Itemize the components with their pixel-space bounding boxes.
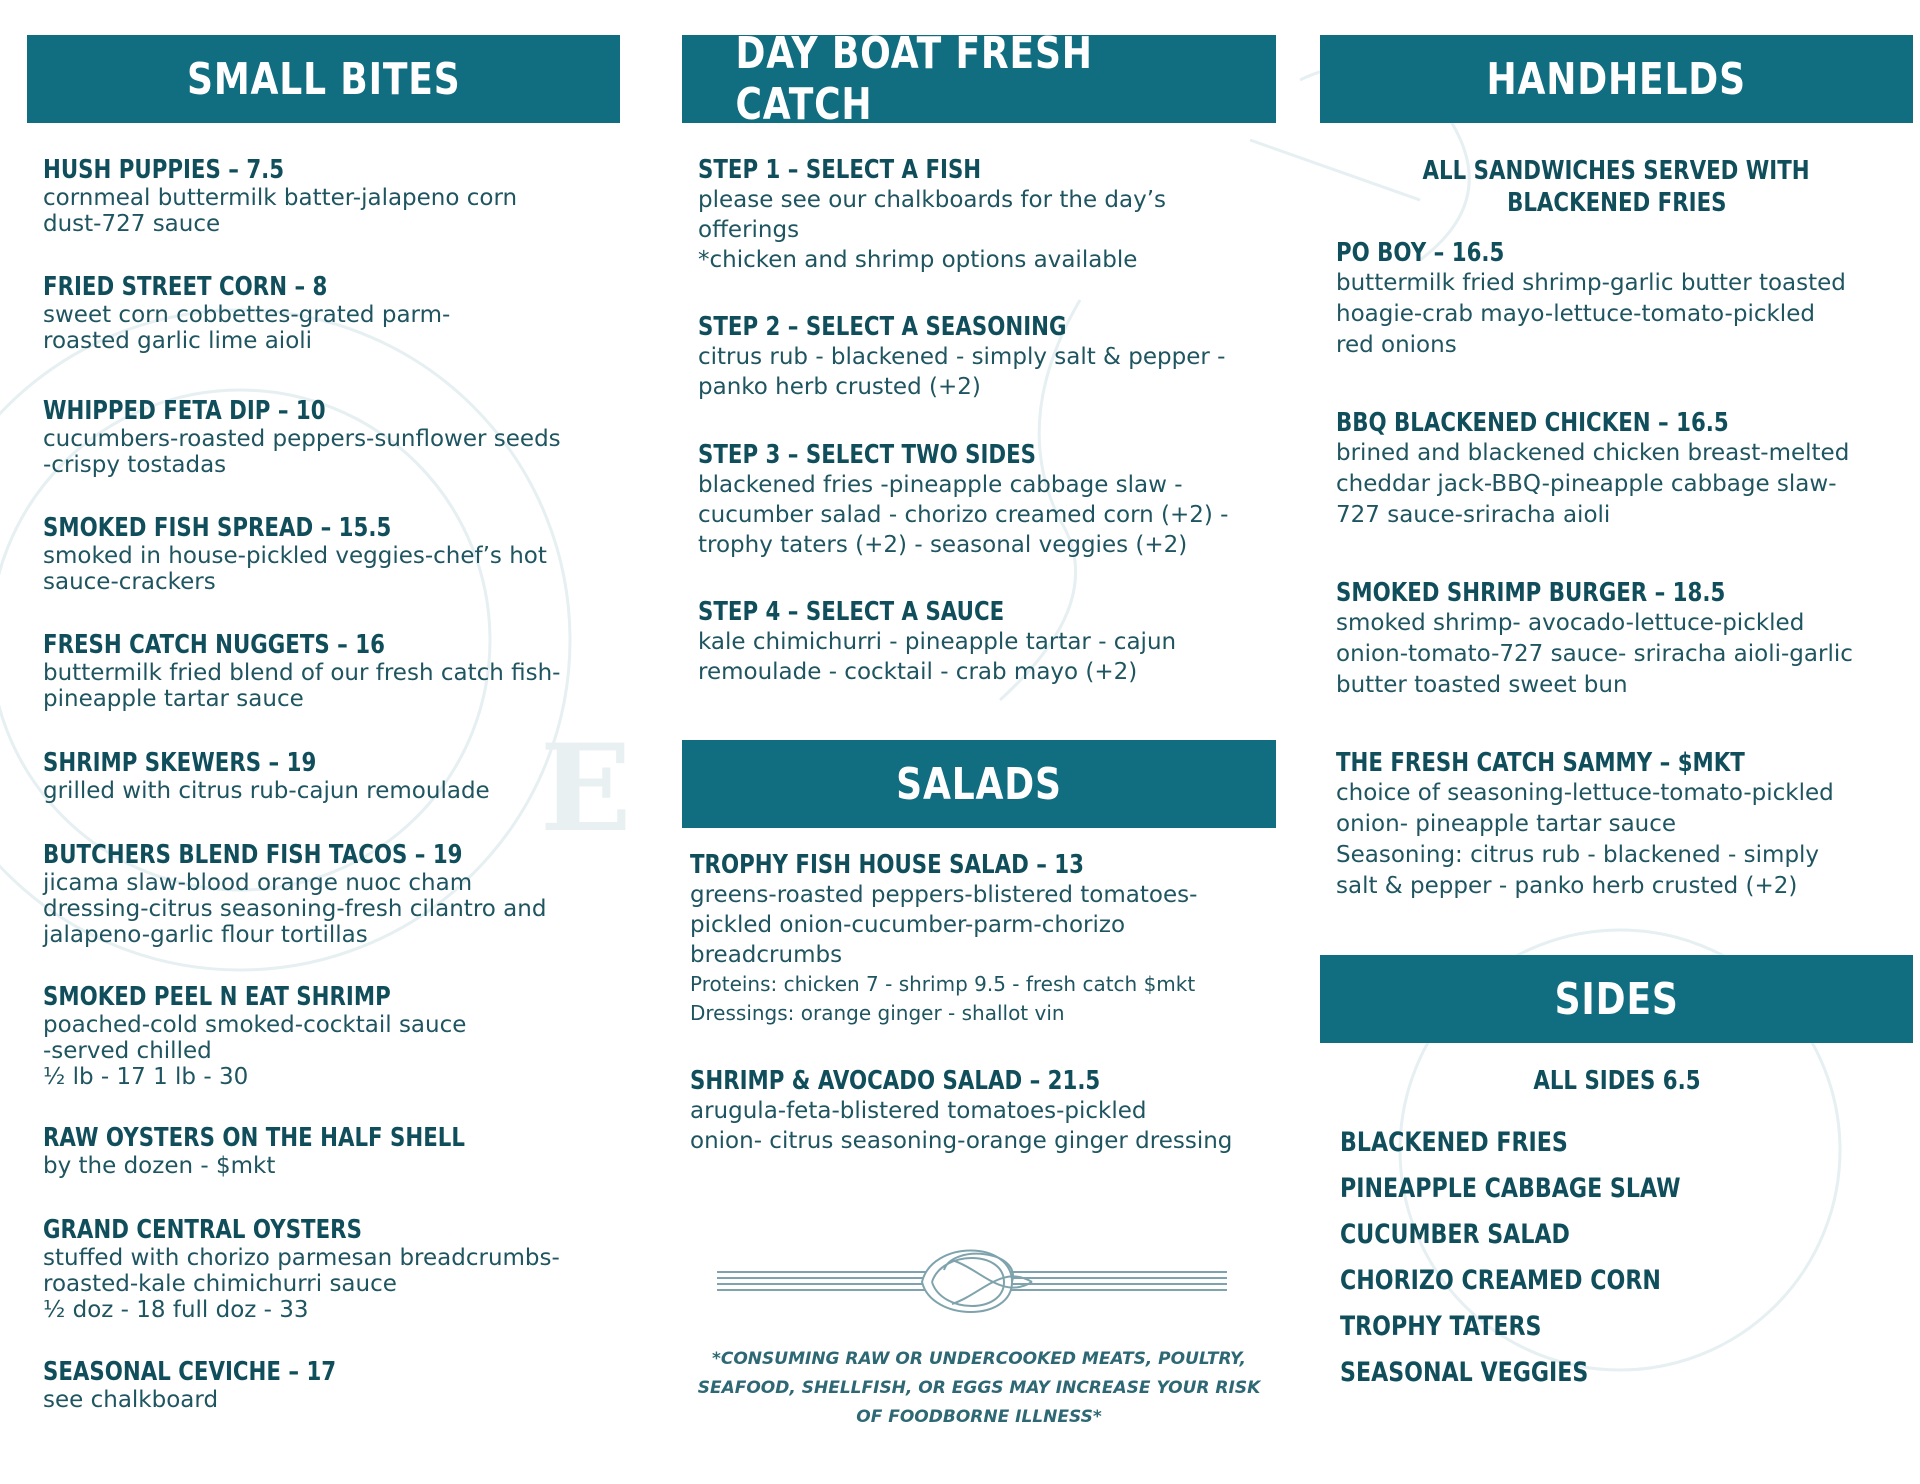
item-title: SEASONAL CEVICHE – 17	[43, 1357, 337, 1387]
item-title: FRIED STREET CORN – 8	[43, 272, 328, 302]
item-description: cornmeal buttermilk batter-jalapeno corn dust-727 sauce	[43, 185, 518, 237]
item-description: jicama slaw-blood orange nuoc cham dressing-citrus seasoning-fresh cilantro and jalapeno-garlic flour tortillas	[43, 870, 547, 948]
fresh-catch-banner: DAY BOAT FRESH CATCH	[682, 35, 1276, 123]
step-description: please see our chalkboards for the day’s offerings *chicken and shrimp options available	[698, 187, 1167, 273]
item-description: choice of seasoning-lettuce-tomato-pickled onion- pineapple tartar sauce Seasoning: citrus rub - blackened - simply salt & pepper - panko herb crusted (+2)	[1336, 780, 1834, 899]
item-title: SMOKED PEEL N EAT SHRIMP	[43, 982, 391, 1012]
item-title: WHIPPED FETA DIP – 10	[43, 396, 326, 426]
menu-item	[1336, 238, 1916, 361]
item-description: cucumbers-roasted peppers-sunflower seeds -crispy tostadas	[43, 426, 561, 478]
side-item: TROPHY TATERS	[1340, 1311, 1542, 1342]
menu-item	[43, 1215, 623, 1323]
menu-item	[43, 272, 623, 354]
menu-item	[1336, 408, 1916, 531]
item-description: see chalkboard	[43, 1387, 219, 1413]
item-description: smoked shrimp- avocado-lettuce-pickled onion-tomato-727 sauce- sriracha aioli-garlic butter toasted sweet bun	[1336, 610, 1853, 698]
item-description: smoked in house-pickled veggies-chef’s hot sauce-crackers	[43, 543, 547, 595]
item-title: SHRIMP SKEWERS – 19	[43, 748, 317, 778]
side-item: SEASONAL VEGGIES	[1340, 1357, 1589, 1388]
rope-knot-icon	[712, 1230, 1232, 1330]
step-item	[698, 155, 1278, 275]
step-description: kale chimichurri - pineapple tartar - cajun remoulade - cocktail - crab mayo (+2)	[698, 629, 1177, 685]
menu-item	[43, 1357, 623, 1413]
sides-note: ALL SIDES 6.5	[1532, 1066, 1701, 1096]
step-description: blackened fries -pineapple cabbage slaw - cucumber salad - chorizo creamed corn (+2) - trophy taters (+2) - seasonal veggies (+2)	[698, 472, 1229, 558]
menu-item	[43, 982, 623, 1090]
item-title: PO BOY – 16.5	[1336, 238, 1505, 268]
salad-item	[690, 1066, 1270, 1156]
menu-item	[43, 155, 623, 237]
item-description: sweet corn cobbettes-grated parm- roasted garlic lime aioli	[43, 302, 451, 354]
menu-item	[43, 1123, 623, 1179]
fresh-catch-column	[682, 28, 1276, 1427]
step-item	[698, 440, 1278, 560]
menu-item	[43, 396, 623, 478]
menu-item	[43, 748, 623, 804]
menu-item	[1336, 748, 1916, 902]
menu-item	[43, 630, 623, 712]
food-safety-disclaimer: *CONSUMING RAW OR UNDERCOOKED MEATS, POULTRY, SEAFOOD, SHELLFISH, OR EGGS MAY INCREASE YOUR RISK OF FOODBORNE ILLNESS*	[697, 1349, 1261, 1427]
item-title: FRESH CATCH NUGGETS – 16	[43, 630, 385, 660]
menu-item	[43, 840, 623, 948]
handhelds-note: ALL SANDWICHES SERVED WITH BLACKENED FRIES	[1422, 156, 1811, 218]
item-title: THE FRESH CATCH SAMMY – $MKT	[1336, 748, 1745, 778]
sides-banner: SIDES	[1320, 955, 1913, 1043]
item-title: SMOKED FISH SPREAD – 15.5	[43, 513, 392, 543]
side-item: CHORIZO CREAMED CORN	[1340, 1265, 1661, 1296]
item-description: grilled with citrus rub-cajun remoulade	[43, 778, 490, 804]
item-title: HUSH PUPPIES – 7.5	[43, 155, 285, 185]
item-title: SMOKED SHRIMP BURGER – 18.5	[1336, 578, 1726, 608]
step-description: citrus rub - blackened - simply salt & pepper - panko herb crusted (+2)	[698, 344, 1226, 400]
small-bites-banner: SMALL BITES	[27, 35, 620, 123]
salad-options: Proteins: chicken 7 - shrimp 9.5 - fresh catch $mkt Dressings: orange ginger - shallot vin	[690, 972, 1196, 1025]
item-description: buttermilk fried blend of our fresh catch fish- pineapple tartar sauce	[43, 660, 561, 712]
item-title: GRAND CENTRAL OYSTERS	[43, 1215, 362, 1245]
side-item: BLACKENED FRIES	[1340, 1127, 1568, 1158]
step-title: STEP 4 – SELECT A SAUCE	[698, 597, 1005, 627]
handhelds-column	[1320, 35, 1913, 1388]
handhelds-banner: HANDHELDS	[1320, 35, 1913, 123]
step-title: STEP 1 – SELECT A FISH	[698, 155, 982, 185]
item-description: by the dozen - $mkt	[43, 1153, 276, 1179]
item-description: arugula-feta-blistered tomatoes-pickled onion- citrus seasoning-orange ginger dressing	[690, 1098, 1233, 1154]
small-bites-column	[27, 35, 620, 1413]
item-title: SHRIMP & AVOCADO SALAD – 21.5	[690, 1066, 1101, 1096]
step-item	[698, 312, 1278, 402]
salad-item	[690, 850, 1270, 1028]
watermark-letter-e: E	[540, 718, 632, 859]
item-description: brined and blackened chicken breast-melted cheddar jack-BBQ-pineapple cabbage slaw- 727 sauce-sriracha aioli	[1336, 440, 1850, 528]
menu-item	[43, 513, 623, 595]
item-description: stuffed with chorizo parmesan breadcrumbs- roasted-kale chimichurri sauce ½ doz - 18 full doz - 33	[43, 1245, 560, 1323]
item-description: greens-roasted peppers-blistered tomatoes- pickled onion-cucumber-parm-chorizo breadcrumbs	[690, 882, 1198, 968]
step-title: STEP 3 – SELECT TWO SIDES	[698, 440, 1037, 470]
item-title: BBQ BLACKENED CHICKEN – 16.5	[1336, 408, 1729, 438]
item-description: poached-cold smoked-cocktail sauce -served chilled ½ lb - 17 1 lb - 30	[43, 1012, 467, 1090]
item-description: buttermilk fried shrimp-garlic butter toasted hoagie-crab mayo-lettuce-tomato-pickled red onions	[1336, 270, 1846, 358]
step-item	[698, 597, 1278, 687]
salads-banner: SALADS	[682, 740, 1276, 828]
item-title: BUTCHERS BLEND FISH TACOS – 19	[43, 840, 463, 870]
side-item: PINEAPPLE CABBAGE SLAW	[1340, 1173, 1681, 1204]
side-item: CUCUMBER SALAD	[1340, 1219, 1570, 1250]
menu-item	[1336, 578, 1916, 701]
step-title: STEP 2 – SELECT A SEASONING	[698, 312, 1067, 342]
item-title: RAW OYSTERS ON THE HALF SHELL	[43, 1123, 465, 1153]
item-title: TROPHY FISH HOUSE SALAD – 13	[690, 850, 1084, 880]
